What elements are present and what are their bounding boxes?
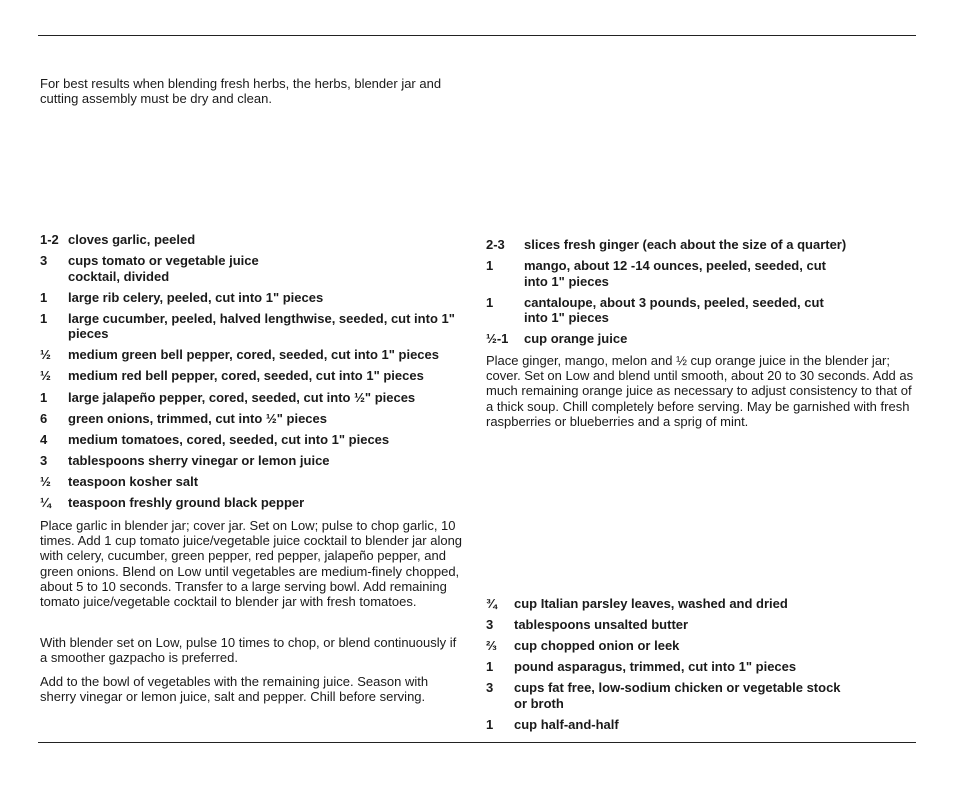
ingredient-qty: ⅔ bbox=[486, 638, 497, 654]
ingredient-text: teaspoon freshly ground black pepper bbox=[68, 495, 305, 511]
list-item bbox=[486, 596, 886, 612]
list-item bbox=[486, 617, 886, 633]
ingredient-text: cloves garlic, peeled bbox=[68, 232, 196, 247]
ingredient-text: green onions, trimmed, cut into ½" pieces bbox=[68, 410, 327, 426]
ingredient-qty: 3 bbox=[40, 452, 48, 468]
list-item bbox=[40, 474, 465, 490]
gazpacho-directions-step-1: Place garlic in blender jar; cover jar. Set on Low; pulse to chop garlic, 10 times. Add 1 cup tomato juice/vegetable juice cocktail to blender jar along with celery, cucumber, green pepper, red pepper, jalapeño pepper, and green onions. Blend on Low until vegetables are medium-finely chopped, about 5 to 10 seconds. Transfer to a large serving bowl. Add remaining tomato juice/vegetable cocktail to blender jar with fresh tomatoes. bbox=[40, 518, 463, 610]
intro-note: For best results when blending fresh herbs, the herbs, blender jar and cutting assembly must be dry and clean. bbox=[40, 76, 442, 107]
ingredient-qty: 1 bbox=[486, 659, 494, 675]
list-item bbox=[486, 237, 886, 253]
list-item bbox=[40, 432, 465, 448]
list-item bbox=[40, 347, 465, 363]
ingredient-qty: 2-3 bbox=[486, 237, 505, 252]
gazpacho-ingredient-list bbox=[40, 232, 465, 516]
ingredient-qty: 3 bbox=[40, 253, 48, 269]
ingredient-text: slices fresh ginger (each about the size of a quarter) bbox=[524, 237, 847, 252]
gazpacho-directions-step-2: With blender set on Low, pulse 10 times to chop, or blend continuously if a smoother gazpacho is preferred. bbox=[40, 635, 457, 666]
ingredient-qty: 1 bbox=[486, 716, 494, 732]
ingredient-text: cup orange juice bbox=[524, 331, 628, 347]
list-item bbox=[40, 232, 465, 248]
ginger-ingredient-list bbox=[486, 237, 886, 352]
ingredient-text: medium green bell pepper, cored, seeded, cut into 1" pieces bbox=[68, 347, 439, 363]
ingredient-qty: 1 bbox=[486, 258, 494, 274]
ingredient-text: tablespoons sherry vinegar or lemon juice bbox=[68, 452, 330, 468]
ingredient-qty: ¾ bbox=[486, 596, 497, 611]
ingredient-text: cup chopped onion or leek bbox=[514, 638, 680, 654]
list-item bbox=[40, 453, 465, 469]
ingredient-qty: ½ bbox=[40, 347, 51, 363]
ingredient-text: large cucumber, peeled, halved lengthwise, seeded, cut into 1" pieces bbox=[68, 310, 455, 342]
ingredient-text: cups fat free, low-sodium chicken or vegetable stock or broth bbox=[514, 680, 841, 711]
list-item bbox=[40, 495, 465, 511]
top-rule bbox=[38, 35, 916, 36]
ingredient-qty: ¼ bbox=[40, 495, 51, 511]
ingredient-qty: ½ bbox=[40, 473, 51, 489]
list-item bbox=[486, 331, 886, 347]
ingredient-qty: 3 bbox=[486, 617, 494, 633]
list-item bbox=[40, 290, 465, 306]
ingredient-text: tablespoons unsalted butter bbox=[514, 617, 689, 633]
ingredient-text: large rib celery, peeled, cut into 1" pieces bbox=[68, 289, 324, 305]
ingredient-qty: 3 bbox=[486, 680, 494, 696]
list-item bbox=[486, 659, 886, 675]
list-item bbox=[486, 717, 886, 733]
ingredient-qty: 1 bbox=[40, 310, 48, 326]
ingredient-qty: 1 bbox=[486, 294, 494, 310]
ingredient-text: medium red bell pepper, cored, seeded, cut into 1" pieces bbox=[68, 368, 424, 384]
list-item bbox=[40, 253, 465, 284]
ingredient-text: cantaloupe, about 3 pounds, peeled, seeded, cut into 1" pieces bbox=[524, 294, 824, 326]
list-item bbox=[486, 680, 886, 711]
list-item bbox=[486, 638, 886, 654]
list-item bbox=[486, 295, 886, 326]
ingredient-text: cup half-and-half bbox=[514, 716, 619, 732]
list-item bbox=[40, 311, 465, 342]
ingredient-text: medium tomatoes, cored, seeded, cut into 1" pieces bbox=[68, 431, 390, 447]
ingredient-text: pound asparagus, trimmed, cut into 1" pieces bbox=[514, 659, 797, 675]
ingredient-text: mango, about 12 -14 ounces, peeled, seeded, cut into 1" pieces bbox=[524, 258, 826, 289]
ingredient-text: teaspoon kosher salt bbox=[68, 473, 199, 489]
ingredient-qty: ½ bbox=[40, 368, 51, 384]
list-item bbox=[486, 258, 886, 289]
ingredient-qty: 4 bbox=[40, 431, 48, 447]
ingredient-qty: 1 bbox=[40, 289, 48, 305]
list-item bbox=[40, 390, 465, 406]
list-item bbox=[40, 411, 465, 427]
ginger-directions: Place ginger, mango, melon and ½ cup orange juice in the blender jar; cover. Set on Low and blend until smooth, about 20 to 30 seconds. Add as much remaining orange juice as necessary to adjust consistency to that of a thick soup. Chill completely before serving. May be garnished with fresh raspberries or blueberries and a sprig of mint. bbox=[486, 353, 914, 429]
list-item bbox=[40, 368, 465, 384]
asparagus-ingredient-list bbox=[486, 596, 886, 738]
ingredient-qty: 1 bbox=[40, 389, 48, 405]
gazpacho-directions-step-3: Add to the bowl of vegetables with the remaining juice. Season with sherry vinegar or lemon juice, salt and pepper. Chill before serving. bbox=[40, 674, 429, 705]
bottom-rule bbox=[38, 742, 916, 743]
ingredient-qty: ½-1 bbox=[486, 331, 509, 347]
ingredient-qty: 6 bbox=[40, 410, 48, 426]
ingredient-text: large jalapeño pepper, cored, seeded, cut into ½" pieces bbox=[68, 389, 416, 405]
ingredient-qty: 1-2 bbox=[40, 232, 59, 247]
ingredient-text: cup Italian parsley leaves, washed and dried bbox=[514, 596, 788, 611]
ingredient-text: cups tomato or vegetable juice cocktail, divided bbox=[68, 253, 259, 284]
